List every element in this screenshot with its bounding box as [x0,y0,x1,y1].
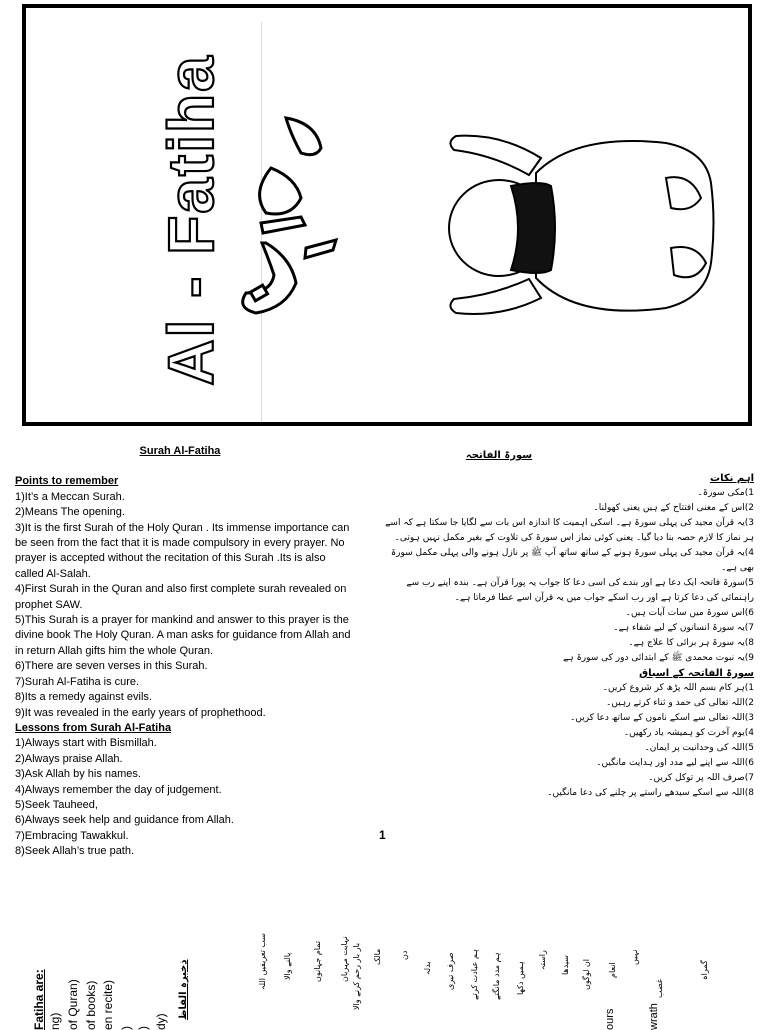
urdu-point: 5)سورۃ فاتحہ ایک دعا ہے اور بندے کی اسی دعا کا جواب یہ پورا قرآن ہے۔ بندہ اپنے رب سے راہنمائی کی دعا کرتا ہے اور رب اسکے جواب میں یہ قرآن اسے عطا فرماتا ہے۔ [406,578,754,603]
english-lesson: 7)Embracing Tawakkul. [15,829,129,842]
next-page-vocabulary [0,930,768,1030]
cover-title: Al - Fatiha [155,54,227,386]
vocab-word: دن [400,950,409,960]
urdu-lesson: 8)اللہ سے اسکے سیدھے راستے پر چلنے کی دعا مانگیں۔ [547,788,754,798]
english-point: 2)Means The opening. [15,506,125,519]
vocab-english-line: ours [604,1008,616,1030]
cover-box [22,4,752,426]
vocab-word: بدلہ [423,961,432,975]
vocab-word: گمراہ [700,960,709,980]
urdu-point: 2)اس کے معنی افتتاح کے ہیں یعنی کھولنا۔ [593,503,754,513]
urdu-point: 4)یہ قرآن مجید کی پہلی سورۃ ہونے کے ساتھ ساتھ آپ ﷺ پر نازل ہونے والی پہلی مکمل سورۃ بھی ہے۔ [390,548,754,573]
points-heading: Points to remember [15,475,119,488]
urdu-lesson: 2)اللہ تعالی کی حمد و ثناء کرتے رہیں۔ [606,698,754,708]
vocab-english-line: wrath [648,1003,660,1030]
english-point: 6)There are seven verses in this Surah. [15,660,208,673]
arabic-calligraphy [226,98,346,328]
vocab-english-heading: Fatiha are: [32,969,46,1030]
english-point: 1)It’s a Meccan Surah. [15,490,125,503]
vocab-word: سب تعریفیں اللہ [258,933,267,990]
urdu-points-heading: اہم نکات [710,473,754,484]
urdu-lesson: 5)اللہ کی وحدانیت پر ایمان۔ [644,743,754,753]
english-heading: Surah Al-Fatiha [139,445,221,457]
vocab-word: ہم عبادت کرتے [470,949,479,1000]
vocab-english-line: of Quran) [66,979,80,1030]
urdu-point: 9)یہ نبوت محمدی ﷺ کے ابتدائی دور کی سورۃ ہے [563,653,754,663]
urdu-heading: سورۃ الفاتحہ [465,450,533,461]
urdu-point: 1)مکی سورۃ۔ [697,488,754,498]
vocab-word: ہمیں دکھا [516,961,525,995]
urdu-point: 7)یہ سورۃ انسانوں کے لیے شفاء ہے۔ [613,623,754,633]
english-lesson: 1)Always start with Bismillah. [15,737,157,750]
english-lesson: 5)Seek Tauheed, [15,798,98,811]
urdu-point: 3)یہ قرآن مجید کی پہلی سورۃ ہے۔ اسکی اہمیت کا اندازہ اس بات سے لگایا جا سکتا ہے کہ اسے ہر نماز کا لازم حصہ بنا دیا گیا۔ یعنی کوئی نماز اس سورۃ کی تلاوت کے بغیر مکمل نہیں ہوتی۔ [385,518,754,543]
english-lesson: 4)Always remember the day of judgement. [15,783,222,796]
urdu-lesson: 3)اللہ تعالی سے اسکے ناموں کے ساتھ دعا کریں۔ [570,713,754,723]
vocab-word: تمام جہانوں [313,940,322,982]
vocab-word: نہیں [630,949,639,965]
vocab-word: پالنے والا [283,952,292,980]
vocab-word: سیدھا [561,955,570,975]
english-section [15,444,355,860]
vocab-word: مالک [373,948,382,965]
english-point: 4)First Surah in the Quran and also first complete surah revealed on prophet SAW. [15,583,347,611]
urdu-section [384,448,754,801]
vocab-word: بار بار رحم کرنے والا [352,942,361,1010]
vocab-english-line: ) [119,1026,133,1030]
urdu-point: 6)اس سورۃ میں سات آیات ہیں۔ [625,608,754,618]
vocab-word: غضب [655,979,664,998]
urdu-lesson: 1)ہر کام بسم اللہ پڑھ کر شروع کریں۔ [602,683,754,693]
vocab-word: ان لوگوں [582,958,591,990]
urdu-point: 8)یہ سورۃ ہر برائی کا علاج ہے۔ [628,638,754,648]
english-point: 8)Its a remedy against evils. [15,691,152,704]
english-lesson: 6)Always seek help and guidance from Allah. [15,814,234,827]
english-lesson: 8)Seek Allah’s true path. [15,845,135,858]
vocab-word: ہم مدد مانگتے [492,952,501,1000]
vocab-word: انعام [608,962,617,978]
english-lesson: 2)Always praise Allah. [15,752,123,765]
urdu-lesson: 6)اللہ سے اپنے لیے مدد اور ہدایت مانگیں۔ [596,758,754,768]
vocab-word: راستہ [538,950,547,970]
vocab-english-line: en recite) [101,979,115,1030]
english-point: 5)This Surah is a prayer for mankind and answer to this prayer is the divine book The Holy Quran. A man asks for guidance from Allah and in return Allah gifts him the whole Quran. [15,614,351,657]
urdu-lesson: 7)صرف اللہ پر توکل کریں۔ [648,773,754,783]
lessons-heading: Lessons from Surah Al-Fatiha [15,721,172,734]
page-number: 1 [379,828,386,842]
praying-figure-illustration [441,118,731,338]
vocab-urdu-heading: ذخیرہ الفاظ [178,959,189,1020]
vocab-word: نہایت مہربان [340,936,349,982]
english-point: 3)It is the first Surah of the Holy Quran . Its immense importance can be seen from the fact that it is made compulsory in every prayer. No prayer is accepted without the recitation of this Surah .Its is also called Al-Salah. [15,521,350,580]
english-lesson: 3)Ask Allah by his names. [15,768,141,781]
vocab-english-line: of books) [84,980,98,1030]
urdu-lesson: 4)یوم آخرت کو ہمیشہ یاد رکھیں۔ [623,728,754,738]
vocab-english-line: dy) [154,1013,168,1030]
urdu-lessons-heading: سورۃ الفاتحہ کے اسباق [639,668,754,679]
english-point: 9)It was revealed in the early years of prophethood. [15,706,266,719]
vocab-english-line: ng) [48,1012,62,1030]
vocab-word: صرف تیری [446,952,455,990]
vocab-english-line: ) [136,1026,150,1030]
english-point: 7)Surah Al-Fatiha is cure. [15,675,140,688]
